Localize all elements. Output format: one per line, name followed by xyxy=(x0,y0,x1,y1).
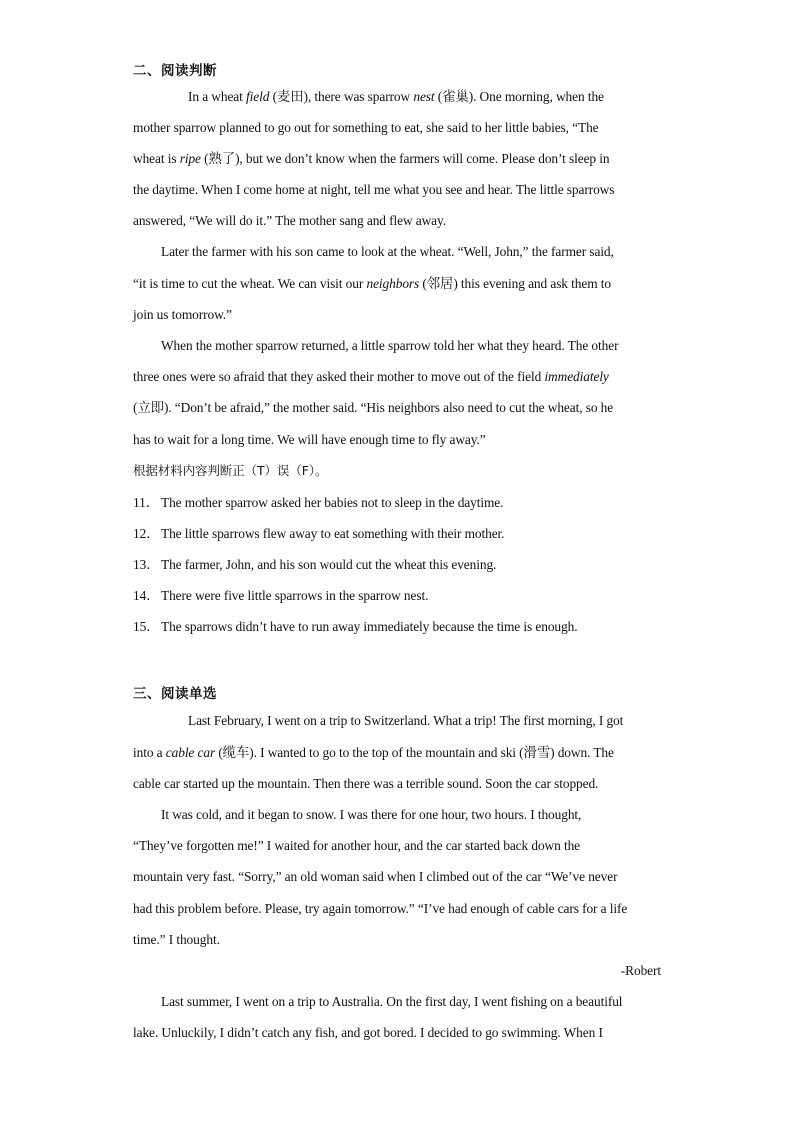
text-segment: “They’ve forgotten me!” I waited for another hour, and the car started back down the xyxy=(133,838,581,853)
question-number: 14． xyxy=(133,588,160,603)
question-text: The farmer, John, and his son would cut the wheat this evening. xyxy=(161,557,497,572)
question-number: 15． xyxy=(133,619,160,634)
section-heading-judgment: 二、阅读判断 xyxy=(133,63,217,79)
question-text: The sparrows didn’t have to run away immediately because the time is enough. xyxy=(161,619,578,634)
text-segment: mountain very fast. “Sorry,” an old woman said when I climbed out of the car “We’ve never xyxy=(133,869,618,884)
text-segment: cable car started up the mountain. Then there was a terrible sound. Soon the car stopped. xyxy=(133,776,599,791)
vocab-word: cable car xyxy=(165,745,216,760)
question-item xyxy=(133,556,496,574)
text-segment: mother sparrow planned to go out for something to eat, she said to her little babies, “The xyxy=(133,120,599,135)
text-segment: “it is time to cut the wheat. We can visit our xyxy=(133,276,367,291)
text-segment: Last February, I went on a trip to Switzerland. What a trip! The first morning, I got xyxy=(188,713,624,728)
question-number: 13． xyxy=(133,557,160,572)
passage-line xyxy=(188,88,604,106)
text-segment: three ones were so afraid that they asked their mother to move out of the field xyxy=(133,369,545,384)
passage-line xyxy=(133,119,599,137)
passage-line xyxy=(133,931,220,949)
vocab-word: field xyxy=(246,89,270,104)
passage-line xyxy=(161,243,614,261)
vocab-word: neighbors xyxy=(366,276,420,291)
text-segment: (麦田), there was sparrow xyxy=(269,89,414,104)
question-item xyxy=(133,494,503,512)
text-segment: Last summer, I went on a trip to Australia. On the first day, I went fishing on a beautiful xyxy=(161,994,623,1009)
text-segment: (熟了), but we don’t know when the farmers will come. Please don’t sleep in xyxy=(200,151,610,166)
text-segment: wheat is xyxy=(133,151,180,166)
text-segment: (缆车). I wanted to go to the top of the mountain and ski (滑雪) down. The xyxy=(215,745,614,760)
text-segment: It was cold, and it began to snow. I was there for one hour, two hours. I thought, xyxy=(161,807,582,822)
passage-line xyxy=(133,181,614,199)
passage-line xyxy=(188,712,623,730)
text-segment: the daytime. When I come home at night, tell me what you see and hear. The little sparrows xyxy=(133,182,615,197)
text-segment: In a wheat xyxy=(188,89,247,104)
passage-line xyxy=(161,993,622,1011)
passage-line xyxy=(133,275,611,293)
question-text: The little sparrows flew away to eat something with their mother. xyxy=(161,526,505,541)
text-segment: When the mother sparrow returned, a little sparrow told her what they heard. The other xyxy=(161,338,619,353)
vocab-word: nest xyxy=(413,89,435,104)
text-segment: (立即). “Don’t be afraid,” the mother said. “His neighbors also need to cut the wheat, so he xyxy=(133,400,614,415)
question-item xyxy=(133,525,504,543)
question-number: 12． xyxy=(133,526,160,541)
text-segment: time.” I thought. xyxy=(133,932,220,947)
passage-line xyxy=(133,306,232,324)
question-text: There were five little sparrows in the sparrow nest. xyxy=(161,588,429,603)
passage-line xyxy=(133,837,580,855)
passage-line xyxy=(133,744,614,762)
text-segment: answered, “We will do it.” The mother sang and flew away. xyxy=(133,213,446,228)
passage-line xyxy=(133,1024,603,1042)
vocab-word: immediately xyxy=(544,369,609,384)
passage-line xyxy=(161,337,618,355)
passage-line xyxy=(133,775,598,793)
passage-line xyxy=(133,399,613,417)
question-item xyxy=(133,618,577,636)
passage-line xyxy=(133,868,617,886)
passage-line xyxy=(133,431,486,449)
passage-line xyxy=(133,212,446,230)
text-segment: had this problem before. Please, try again tomorrow.” “I’ve had enough of cable cars for a life xyxy=(133,901,628,916)
text-segment: -Robert xyxy=(620,963,661,978)
text-segment: lake. Unluckily, I didn’t catch any fish, and got bored. I decided to go swimming. When I xyxy=(133,1025,603,1040)
question-number: 11． xyxy=(133,495,159,510)
text-segment: (雀巢). One morning, when the xyxy=(434,89,604,104)
question-text: The mother sparrow asked her babies not to sleep in the daytime. xyxy=(161,495,504,510)
text-segment: join us tomorrow.” xyxy=(133,307,232,322)
text-segment: has to wait for a long time. We will have enough time to fly away.” xyxy=(133,432,486,447)
passage-line xyxy=(161,806,581,824)
text-segment: Later the farmer with his son came to look at the wheat. “Well, John,” the farmer said, xyxy=(161,244,614,259)
judgment-instruction: 根据材料内容判断正（T）误（F）。 xyxy=(133,463,328,478)
passage-line xyxy=(133,900,627,918)
text-segment: (邻居) this evening and ask them to xyxy=(419,276,611,291)
text-segment: into a xyxy=(133,745,166,760)
vocab-word: ripe xyxy=(179,151,201,166)
passage-line xyxy=(621,962,661,980)
passage-line xyxy=(133,368,609,386)
passage-line xyxy=(133,150,610,168)
section-heading-multiple-choice: 三、阅读单选 xyxy=(133,686,217,702)
question-item xyxy=(133,587,428,605)
